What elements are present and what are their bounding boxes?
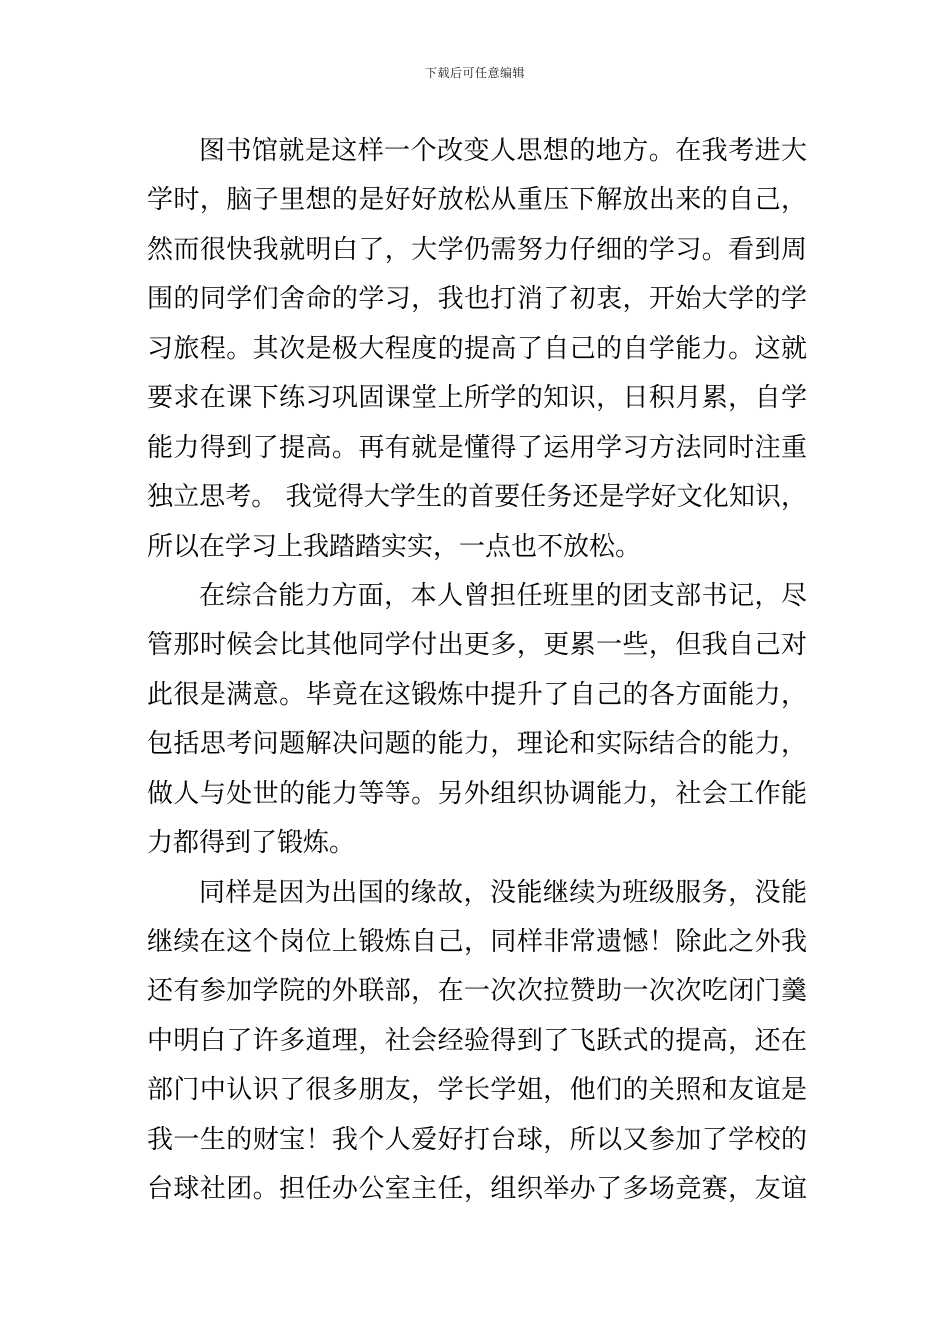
paragraph-line: 中明白了许多道理，社会经验得到了飞跃式的提高，还在 [147, 1025, 807, 1056]
paragraph-line: 学时，脑子里想的是好好放松从重压下解放出来的自己， [147, 185, 807, 216]
paragraph-line: 图书馆就是这样一个改变人思想的地方。在我考进大 [199, 136, 807, 166]
paragraph-line: 台球社团。担任办公室主任，组织举办了多场竞赛，友谊 [147, 1174, 807, 1205]
paragraph-line: 做人与处世的能力等等。另外组织协调能力，社会工作能 [147, 778, 807, 809]
paragraph-line: 力都得到了锻炼。 [147, 828, 356, 859]
paragraph-line: 能力得到了提高。再有就是懂得了运用学习方法同时注重 [147, 432, 807, 463]
paragraph-line: 在综合能力方面，本人曾担任班里的团支部书记，尽 [199, 580, 807, 611]
paragraph-line: 我一生的财宝！我个人爱好打台球，所以又参加了学校的 [147, 1124, 807, 1155]
paragraph-line: 此很是满意。毕竟在这锻炼中提升了自己的各方面能力， [147, 679, 807, 710]
paragraph-line: 要求在课下练习巩固课堂上所学的知识，日积月累，自学 [147, 383, 807, 414]
document-body [147, 127, 807, 1215]
paragraph-line: 围的同学们舍命的学习，我也打消了初衷，开始大学的学 [147, 284, 807, 315]
paragraph-line: 部门中认识了很多朋友，学长学姐，他们的关照和友谊是 [147, 1075, 807, 1106]
paragraph-line: 管那时候会比其他同学付出更多，更累一些，但我自己对 [147, 630, 807, 661]
paragraph-line: 独立思考。 我觉得大学生的首要任务还是学好文化知识， [147, 482, 807, 513]
paragraph-line: 还有参加学院的外联部，在一次次拉赞助一次次吃闭门羹 [147, 976, 807, 1007]
paragraph-line: 继续在这个岗位上锻炼自己，同样非常遗憾！除此之外我 [147, 927, 807, 957]
paragraph-line: 然而很快我就明白了，大学仍需努力仔细的学习。看到周 [147, 234, 807, 265]
paragraph-line: 所以在学习上我踏踏实实，一点也不放松。 [147, 531, 642, 562]
paragraph-line: 包括思考问题解决问题的能力，理论和实际结合的能力， [147, 729, 807, 760]
header-note: 下载后可任意编辑 [424, 66, 525, 80]
paragraph-line: 同样是因为出国的缘故，没能继续为班级服务，没能 [199, 877, 807, 908]
paragraph-line: 习旅程。其次是极大程度的提高了自己的自学能力。这就 [147, 333, 807, 364]
